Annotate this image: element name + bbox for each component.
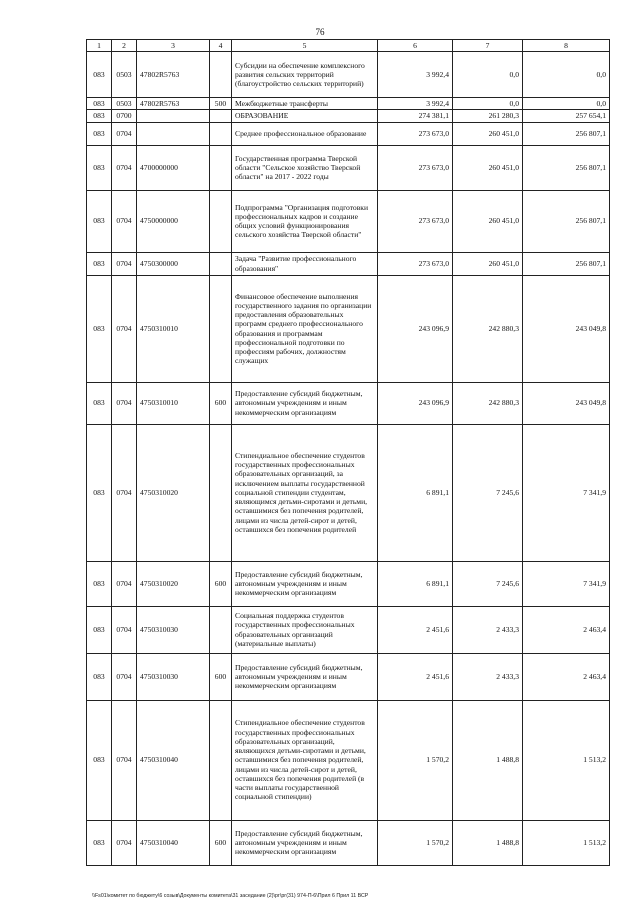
amount-year1-cell: 2 451,6 [378, 653, 453, 700]
target-code-cell: 4750310020 [137, 561, 210, 606]
amount-year1-cell: 1 570,2 [378, 700, 453, 820]
amount-year3-cell: 2 463,4 [523, 653, 610, 700]
agency-code-cell: 083 [87, 820, 112, 865]
amount-year1-cell: 2 451,6 [378, 606, 453, 653]
section-code-cell: 0704 [112, 122, 137, 145]
section-code-cell: 0704 [112, 561, 137, 606]
header-cell-6: 6 [378, 40, 453, 52]
section-code-cell: 0503 [112, 98, 137, 110]
amount-year1-cell: 6 891,1 [378, 424, 453, 561]
expense-type-cell [210, 700, 232, 820]
amount-year3-cell: 243 049,8 [523, 275, 610, 382]
amount-year2-cell: 261 280,3 [453, 110, 523, 122]
description-cell: Стипендиальное обеспечение студентов государственных профессиональных образовательных организаций, являющихся детьми-сиротами и детьми, оставшимися без попечения родителей, лицами из числа детей-сирот и детей, оставшихся без попечения родителей (в части выплаты государственной социальной стипендии) [232, 700, 378, 820]
expense-type-cell [210, 252, 232, 275]
section-code-cell: 0704 [112, 145, 137, 190]
description-cell: Предоставление субсидий бюджетным, автономным учреждениям и иным некоммерческим организациям [232, 561, 378, 606]
table-row [87, 275, 610, 382]
amount-year3-cell: 2 463,4 [523, 606, 610, 653]
expense-type-cell [210, 275, 232, 382]
header-cell-7: 7 [453, 40, 523, 52]
amount-year2-cell: 1 488,8 [453, 700, 523, 820]
amount-year3-cell: 0,0 [523, 98, 610, 110]
amount-year1-cell: 273 673,0 [378, 190, 453, 252]
amount-year3-cell: 7 341,9 [523, 561, 610, 606]
amount-year3-cell: 257 654,1 [523, 110, 610, 122]
agency-code-cell: 083 [87, 424, 112, 561]
section-code-cell: 0704 [112, 606, 137, 653]
amount-year2-cell: 260 451,0 [453, 252, 523, 275]
amount-year1-cell: 3 992,4 [378, 52, 453, 98]
amount-year2-cell: 2 433,3 [453, 653, 523, 700]
target-code-cell: 4750310030 [137, 606, 210, 653]
amount-year3-cell: 0,0 [523, 52, 610, 98]
description-cell: Подпрограмма "Организация подготовки профессиональных кадров и создание общих условий функционирования сельского хозяйства Тверской области" [232, 190, 378, 252]
table-row [87, 52, 610, 98]
amount-year2-cell: 2 433,3 [453, 606, 523, 653]
header-cell-4: 4 [210, 40, 232, 52]
target-code-cell: 4750310040 [137, 820, 210, 865]
amount-year3-cell: 256 807,1 [523, 122, 610, 145]
table-row [87, 145, 610, 190]
description-cell: Среднее профессиональное образование [232, 122, 378, 145]
agency-code-cell: 083 [87, 110, 112, 122]
target-code-cell: 4750300000 [137, 252, 210, 275]
agency-code-cell: 083 [87, 700, 112, 820]
header-cell-2: 2 [112, 40, 137, 52]
amount-year2-cell: 0,0 [453, 98, 523, 110]
section-code-cell: 0503 [112, 52, 137, 98]
amount-year3-cell: 256 807,1 [523, 190, 610, 252]
amount-year1-cell: 243 096,9 [378, 275, 453, 382]
description-cell: Предоставление субсидий бюджетным, автономным учреждениям и иным некоммерческим организациям [232, 820, 378, 865]
description-cell: Государственная программа Тверской области "Сельское хозяйство Тверской области" на 2017 - 2022 годы [232, 145, 378, 190]
target-code-cell: 4700000000 [137, 145, 210, 190]
amount-year2-cell: 7 245,6 [453, 561, 523, 606]
amount-year2-cell: 242 880,3 [453, 275, 523, 382]
agency-code-cell: 083 [87, 252, 112, 275]
expense-type-cell [210, 424, 232, 561]
expense-type-cell [210, 606, 232, 653]
agency-code-cell: 083 [87, 653, 112, 700]
target-code-cell [137, 110, 210, 122]
section-code-cell: 0704 [112, 190, 137, 252]
target-code-cell: 47802R5763 [137, 52, 210, 98]
header-cell-3: 3 [137, 40, 210, 52]
target-code-cell: 4750310030 [137, 653, 210, 700]
agency-code-cell: 083 [87, 145, 112, 190]
expense-type-cell [210, 52, 232, 98]
section-code-cell: 0704 [112, 275, 137, 382]
agency-code-cell: 083 [87, 561, 112, 606]
header-cell-8: 8 [523, 40, 610, 52]
amount-year3-cell: 1 513,2 [523, 700, 610, 820]
expense-type-cell: 600 [210, 653, 232, 700]
table-row [87, 561, 610, 606]
agency-code-cell: 083 [87, 98, 112, 110]
description-cell: Задача "Развитие профессионального образования" [232, 252, 378, 275]
table-row [87, 653, 610, 700]
amount-year3-cell: 243 049,8 [523, 382, 610, 424]
page-number: 76 [315, 27, 325, 37]
section-code-cell: 0704 [112, 424, 137, 561]
amount-year1-cell: 273 673,0 [378, 145, 453, 190]
amount-year2-cell: 242 880,3 [453, 382, 523, 424]
description-cell: Предоставление субсидий бюджетным, автономным учреждениям и иным некоммерческим организациям [232, 382, 378, 424]
expense-type-cell [210, 110, 232, 122]
table-row [87, 122, 610, 145]
amount-year2-cell: 260 451,0 [453, 122, 523, 145]
table-row [87, 98, 610, 110]
amount-year2-cell: 0,0 [453, 52, 523, 98]
amount-year1-cell: 273 673,0 [378, 122, 453, 145]
agency-code-cell: 083 [87, 606, 112, 653]
target-code-cell: 4750000000 [137, 190, 210, 252]
table-row [87, 110, 610, 122]
amount-year2-cell: 1 488,8 [453, 820, 523, 865]
table-row [87, 252, 610, 275]
section-code-cell: 0704 [112, 653, 137, 700]
target-code-cell: 4750310020 [137, 424, 210, 561]
amount-year1-cell: 274 381,1 [378, 110, 453, 122]
table-row [87, 424, 610, 561]
target-code-cell: 4750310010 [137, 382, 210, 424]
expense-type-cell [210, 190, 232, 252]
header-cell-1: 1 [87, 40, 112, 52]
table-row [87, 820, 610, 865]
amount-year3-cell: 7 341,9 [523, 424, 610, 561]
agency-code-cell: 083 [87, 382, 112, 424]
table-row [87, 382, 610, 424]
section-code-cell: 0704 [112, 820, 137, 865]
amount-year1-cell: 3 992,4 [378, 98, 453, 110]
amount-year1-cell: 273 673,0 [378, 252, 453, 275]
description-cell: Межбюджетные трансферты [232, 98, 378, 110]
header-row [87, 40, 610, 52]
expense-type-cell: 600 [210, 561, 232, 606]
amount-year2-cell: 260 451,0 [453, 145, 523, 190]
agency-code-cell: 083 [87, 122, 112, 145]
description-cell: Социальная поддержка студентов государственных профессиональных образовательных организаций (материальные выплаты) [232, 606, 378, 653]
agency-code-cell: 083 [87, 190, 112, 252]
expense-type-cell [210, 122, 232, 145]
agency-code-cell: 083 [87, 275, 112, 382]
description-cell: Стипендиальное обеспечение студентов государственных профессиональных образовательных организаций, за исключением выплаты государственной социальной стипендии студентам, являющимся детьми-сиротами и детьми, оставшимися без попечения родителей, лицами из числа детей-сирот и детей, оставшихся без попечения родителей [232, 424, 378, 561]
description-cell: Субсидии на обеспечение комплексного развития сельских территорий (благоустройство сельских территорий) [232, 52, 378, 98]
target-code-cell: 4750310010 [137, 275, 210, 382]
agency-code-cell: 083 [87, 52, 112, 98]
amount-year1-cell: 1 570,2 [378, 820, 453, 865]
section-code-cell: 0704 [112, 382, 137, 424]
section-code-cell: 0704 [112, 252, 137, 275]
expense-type-cell: 600 [210, 820, 232, 865]
table-row [87, 700, 610, 820]
description-cell: ОБРАЗОВАНИЕ [232, 110, 378, 122]
budget-table [86, 39, 610, 866]
description-cell: Финансовое обеспечение выполнения государственного задания по организации предоставления образовательных программ среднего профессионального образования и программам профессиональной подготовки по профессиям рабочих, должностям служащих [232, 275, 378, 382]
amount-year2-cell: 260 451,0 [453, 190, 523, 252]
target-code-cell: 47802R5763 [137, 98, 210, 110]
header-cell-5: 5 [232, 40, 378, 52]
expense-type-cell: 500 [210, 98, 232, 110]
amount-year3-cell: 256 807,1 [523, 145, 610, 190]
description-cell: Предоставление субсидий бюджетным, автономным учреждениям и иным некоммерческим организациям [232, 653, 378, 700]
expense-type-cell [210, 145, 232, 190]
section-code-cell: 0700 [112, 110, 137, 122]
amount-year1-cell: 243 096,9 [378, 382, 453, 424]
expense-type-cell: 600 [210, 382, 232, 424]
target-code-cell [137, 122, 210, 145]
amount-year2-cell: 7 245,6 [453, 424, 523, 561]
section-code-cell: 0704 [112, 700, 137, 820]
amount-year3-cell: 1 513,2 [523, 820, 610, 865]
amount-year1-cell: 6 891,1 [378, 561, 453, 606]
amount-year3-cell: 256 807,1 [523, 252, 610, 275]
table-row [87, 190, 610, 252]
file-path-footer: \\Fs01\комитет по бюджету\6 созыв\Документы комитета\31 заседание (2)\рг\рг(31) 974-П-6\Прил 6 Прил 11 ВСР [92, 893, 369, 899]
table-row [87, 606, 610, 653]
target-code-cell: 4750310040 [137, 700, 210, 820]
